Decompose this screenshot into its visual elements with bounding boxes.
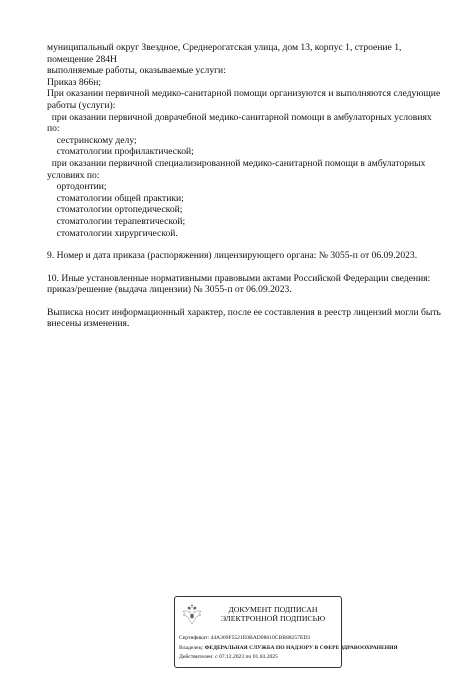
document-line: условиях по:	[47, 169, 100, 181]
stamp-certificate-label: Сертификат:	[179, 635, 210, 641]
license-details-list	[47, 42, 467, 239]
stamp-validity-value: с 07.12.2023 по 01.03.2025	[215, 654, 278, 661]
stamp-owner-value: ФЕДЕРАЛЬНАЯ СЛУЖБА ПО НАДЗОРУ В СФЕРЕ ЗДРАВООХРАНЕНИЯ	[204, 644, 398, 651]
document-line: помещение 284Н	[47, 53, 117, 65]
document-line: При оказании первичной медико-санитарной помощи организуются и выполняются следующие	[47, 88, 441, 100]
document-line: ортодонтии;	[47, 181, 107, 193]
double-headed-eagle-emblem-icon	[180, 603, 204, 627]
stamp-owner-label: Владелец:	[179, 644, 204, 651]
document-line: при оказании первичной доврачебной медико-санитарной помощи в амбулаторных условиях	[47, 111, 432, 123]
item-10-line-1: 10. Иные установленные нормативными правовыми актами Российской Федерации сведения:	[47, 272, 431, 284]
document-body	[47, 42, 467, 330]
document-line: стоматологии терапевтической;	[47, 215, 186, 227]
document-line: Приказ 866н;	[47, 76, 102, 88]
disclaimer-line-2: внесены изменения.	[47, 318, 130, 330]
document-line: сестринскому делу;	[47, 134, 137, 146]
disclaimer-line-1: Выписка носит информационный характер, после ее составления в реестр лицензий могли быть	[47, 306, 441, 318]
document-line: муниципальный округ Звездное, Среднерогатская улица, дом 13, корпус 1, строение 1,	[47, 42, 402, 53]
document-line: стоматологии хирургической.	[47, 227, 178, 239]
document-line: при оказании первичной специализированной медико-санитарной помощи в амбулаторных	[47, 157, 426, 169]
document-line: стоматологии ортопедической;	[47, 204, 183, 216]
document-line: работы (услуги):	[47, 99, 116, 111]
document-line: по:	[47, 123, 60, 135]
stamp-title-line-2: ЭЛЕКТРОННОЙ ПОДПИСЬЮ	[220, 614, 326, 624]
stamp-certificate-value: 44A369F5521E0BAD08610CBB88257ED3	[210, 635, 311, 641]
stamp-validity-label: Действителен:	[179, 654, 214, 661]
document-line: стоматологии профилактической;	[47, 146, 194, 158]
stamp-owner-row	[179, 644, 398, 654]
document-line: выполняемые работы, оказываемые услуги:	[47, 65, 226, 77]
stamp-title-line-1: ДОКУМЕНТ ПОДПИСАН	[228, 605, 318, 614]
stamp-details	[179, 634, 398, 663]
stamp-certificate-row	[179, 634, 349, 644]
stamp-title	[207, 605, 339, 624]
item-9-order-number: 9. Номер и дата приказа (распоряжения) лицензирующего органа: № 3055-п от 06.09.2023.	[47, 250, 418, 262]
document-line: стоматологии общей практики;	[47, 192, 184, 204]
electronic-signature-stamp	[174, 596, 398, 668]
stamp-validity-row	[179, 653, 349, 663]
item-10-line-2: приказ/решение (выдача лицензии) № 3055-п от 06.09.2023.	[47, 284, 292, 296]
